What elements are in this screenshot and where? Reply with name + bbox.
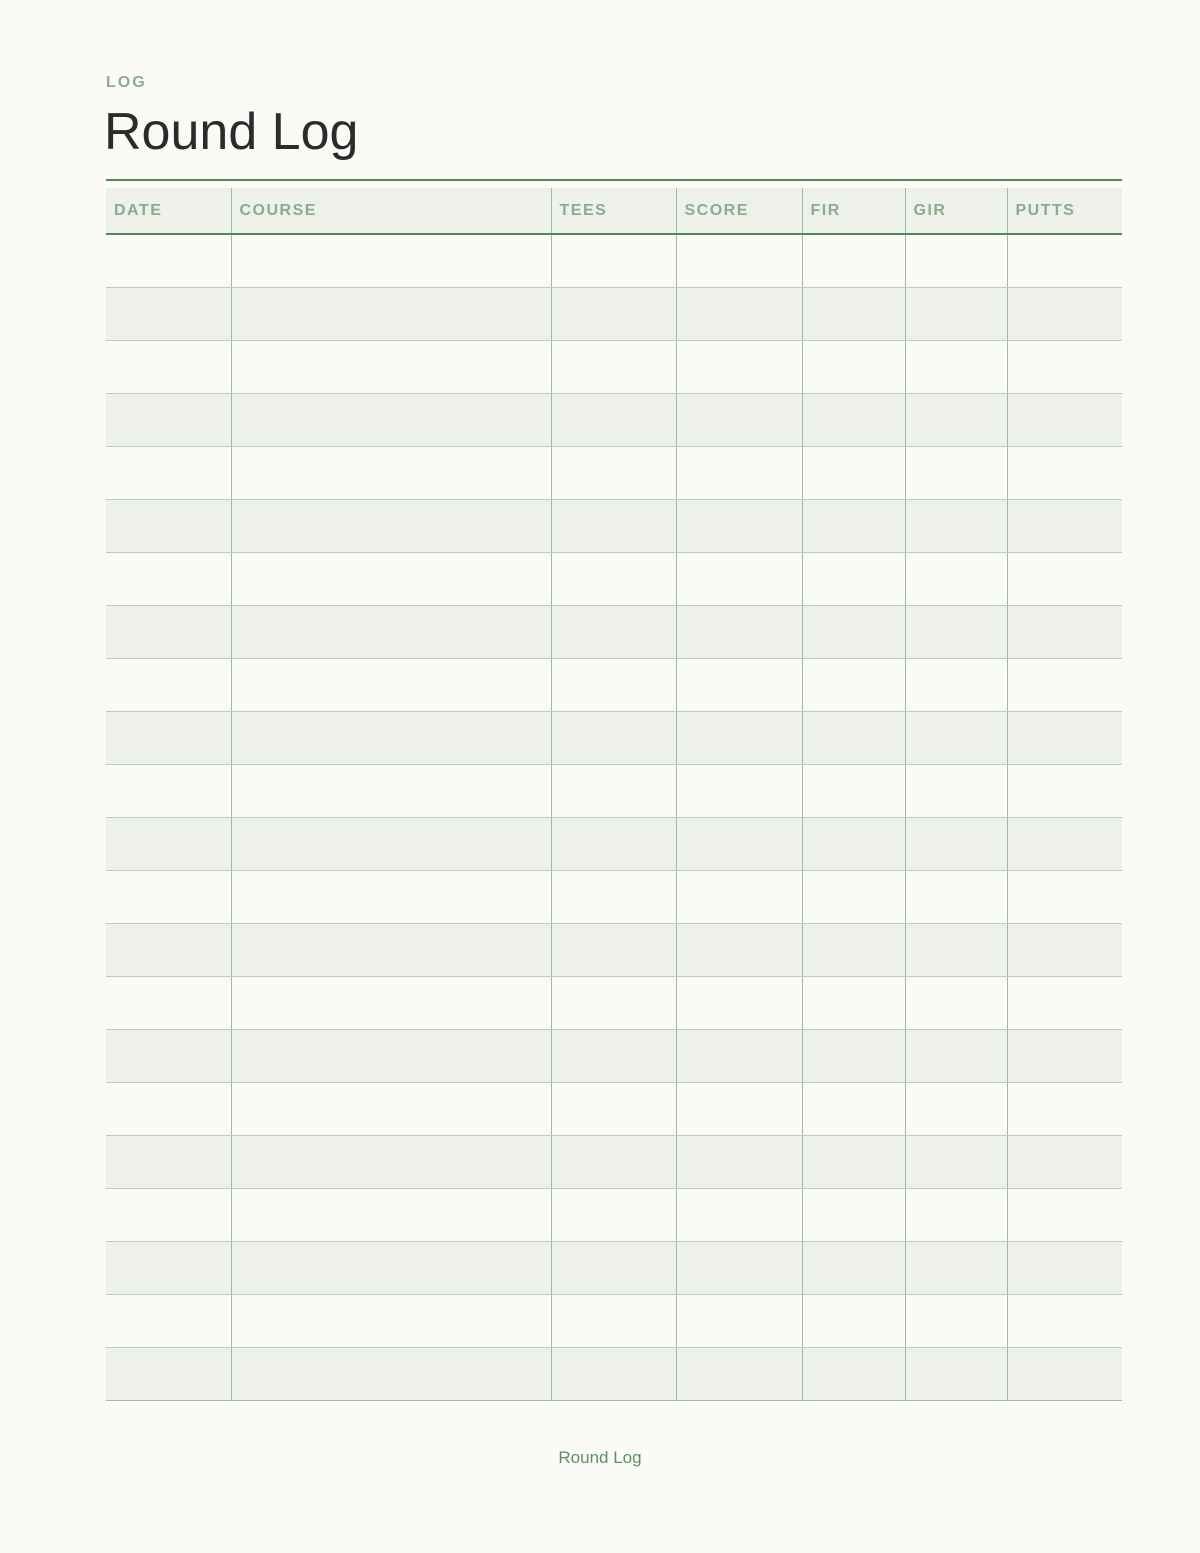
cell-course[interactable] — [231, 1347, 551, 1400]
cell-date[interactable] — [106, 499, 231, 552]
table-row — [106, 870, 1122, 923]
cell-gir[interactable] — [905, 552, 1007, 605]
cell-course[interactable] — [231, 287, 551, 340]
cell-putts[interactable] — [1007, 1241, 1122, 1294]
cell-tees[interactable] — [551, 870, 676, 923]
column-header-tees: TEES — [551, 188, 676, 234]
cell-gir[interactable] — [905, 1082, 1007, 1135]
cell-date[interactable] — [106, 393, 231, 446]
cell-date[interactable] — [106, 1241, 231, 1294]
cell-course[interactable] — [231, 605, 551, 658]
cell-fir[interactable] — [802, 1347, 905, 1400]
cell-score[interactable] — [676, 1347, 802, 1400]
cell-date[interactable] — [106, 1294, 231, 1347]
cell-fir[interactable] — [802, 340, 905, 393]
cell-date[interactable] — [106, 605, 231, 658]
cell-score[interactable] — [676, 1029, 802, 1082]
cell-putts[interactable] — [1007, 287, 1122, 340]
cell-putts[interactable] — [1007, 1082, 1122, 1135]
cell-fir[interactable] — [802, 287, 905, 340]
cell-fir[interactable] — [802, 552, 905, 605]
cell-gir[interactable] — [905, 1347, 1007, 1400]
page-eyebrow: LOG — [106, 74, 147, 91]
cell-fir[interactable] — [802, 1082, 905, 1135]
cell-course[interactable] — [231, 499, 551, 552]
table-row — [106, 1188, 1122, 1241]
cell-putts[interactable] — [1007, 552, 1122, 605]
column-header-score: SCORE — [676, 188, 802, 234]
cell-score[interactable] — [676, 1135, 802, 1188]
cell-score[interactable] — [676, 446, 802, 499]
cell-score[interactable] — [676, 764, 802, 817]
cell-putts[interactable] — [1007, 870, 1122, 923]
cell-tees[interactable] — [551, 552, 676, 605]
cell-fir[interactable] — [802, 923, 905, 976]
cell-gir[interactable] — [905, 1241, 1007, 1294]
cell-gir[interactable] — [905, 499, 1007, 552]
cell-gir[interactable] — [905, 1294, 1007, 1347]
column-header-gir: GIR — [905, 188, 1007, 234]
cell-tees[interactable] — [551, 976, 676, 1029]
cell-score[interactable] — [676, 552, 802, 605]
cell-tees[interactable] — [551, 764, 676, 817]
cell-gir[interactable] — [905, 234, 1007, 287]
cell-fir[interactable] — [802, 1135, 905, 1188]
table-row — [106, 446, 1122, 499]
cell-date[interactable] — [106, 1135, 231, 1188]
cell-score[interactable] — [676, 393, 802, 446]
table-row — [106, 605, 1122, 658]
cell-date[interactable] — [106, 287, 231, 340]
cell-date[interactable] — [106, 234, 231, 287]
cell-score[interactable] — [676, 287, 802, 340]
table-row — [106, 1241, 1122, 1294]
cell-putts[interactable] — [1007, 393, 1122, 446]
table-row — [106, 817, 1122, 870]
cell-putts[interactable] — [1007, 499, 1122, 552]
table-body — [106, 234, 1122, 1400]
cell-tees[interactable] — [551, 711, 676, 764]
cell-score[interactable] — [676, 499, 802, 552]
cell-gir[interactable] — [905, 446, 1007, 499]
cell-putts[interactable] — [1007, 976, 1122, 1029]
table-row — [106, 1082, 1122, 1135]
cell-score[interactable] — [676, 1188, 802, 1241]
table-row — [106, 711, 1122, 764]
cell-score[interactable] — [676, 658, 802, 711]
table-row — [106, 234, 1122, 287]
cell-date[interactable] — [106, 764, 231, 817]
table-row — [106, 287, 1122, 340]
cell-course[interactable] — [231, 817, 551, 870]
cell-score[interactable] — [676, 870, 802, 923]
cell-fir[interactable] — [802, 605, 905, 658]
cell-putts[interactable] — [1007, 446, 1122, 499]
cell-date[interactable] — [106, 711, 231, 764]
cell-course[interactable] — [231, 1241, 551, 1294]
table-header-row — [106, 188, 1122, 234]
cell-score[interactable] — [676, 234, 802, 287]
cell-tees[interactable] — [551, 393, 676, 446]
cell-score[interactable] — [676, 817, 802, 870]
table-row — [106, 1347, 1122, 1400]
cell-date[interactable] — [106, 817, 231, 870]
cell-course[interactable] — [231, 446, 551, 499]
cell-gir[interactable] — [905, 1029, 1007, 1082]
cell-date[interactable] — [106, 976, 231, 1029]
cell-tees[interactable] — [551, 1135, 676, 1188]
cell-tees[interactable] — [551, 234, 676, 287]
cell-putts[interactable] — [1007, 605, 1122, 658]
table-row — [106, 1135, 1122, 1188]
cell-fir[interactable] — [802, 1029, 905, 1082]
cell-score[interactable] — [676, 605, 802, 658]
cell-tees[interactable] — [551, 658, 676, 711]
cell-score[interactable] — [676, 923, 802, 976]
table-row — [106, 976, 1122, 1029]
cell-course[interactable] — [231, 234, 551, 287]
cell-course[interactable] — [231, 711, 551, 764]
cell-course[interactable] — [231, 1082, 551, 1135]
cell-gir[interactable] — [905, 923, 1007, 976]
page-title: Round Log — [104, 103, 359, 161]
title-divider — [106, 179, 1122, 181]
cell-putts[interactable] — [1007, 1029, 1122, 1082]
cell-course[interactable] — [231, 1188, 551, 1241]
cell-putts[interactable] — [1007, 764, 1122, 817]
cell-gir[interactable] — [905, 393, 1007, 446]
cell-course[interactable] — [231, 1135, 551, 1188]
cell-score[interactable] — [676, 1241, 802, 1294]
cell-gir[interactable] — [905, 1135, 1007, 1188]
cell-fir[interactable] — [802, 393, 905, 446]
cell-putts[interactable] — [1007, 658, 1122, 711]
cell-fir[interactable] — [802, 658, 905, 711]
cell-course[interactable] — [231, 923, 551, 976]
cell-tees[interactable] — [551, 1082, 676, 1135]
cell-date[interactable] — [106, 1029, 231, 1082]
cell-fir[interactable] — [802, 446, 905, 499]
cell-date[interactable] — [106, 1347, 231, 1400]
table-row — [106, 340, 1122, 393]
cell-fir[interactable] — [802, 870, 905, 923]
table-row — [106, 393, 1122, 446]
table-row — [106, 1029, 1122, 1082]
cell-tees[interactable] — [551, 499, 676, 552]
cell-tees[interactable] — [551, 1029, 676, 1082]
cell-date[interactable] — [106, 1082, 231, 1135]
cell-fir[interactable] — [802, 764, 905, 817]
cell-putts[interactable] — [1007, 1188, 1122, 1241]
cell-tees[interactable] — [551, 1241, 676, 1294]
cell-tees[interactable] — [551, 287, 676, 340]
cell-putts[interactable] — [1007, 817, 1122, 870]
cell-date[interactable] — [106, 340, 231, 393]
cell-fir[interactable] — [802, 976, 905, 1029]
column-header-course: COURSE — [231, 188, 551, 234]
cell-tees[interactable] — [551, 340, 676, 393]
cell-score[interactable] — [676, 1082, 802, 1135]
column-header-putts: PUTTS — [1007, 188, 1122, 234]
cell-tees[interactable] — [551, 1347, 676, 1400]
cell-gir[interactable] — [905, 605, 1007, 658]
column-header-fir: FIR — [802, 188, 905, 234]
table-row — [106, 552, 1122, 605]
cell-course[interactable] — [231, 552, 551, 605]
cell-fir[interactable] — [802, 711, 905, 764]
table-row — [106, 764, 1122, 817]
cell-course[interactable] — [231, 976, 551, 1029]
cell-tees[interactable] — [551, 446, 676, 499]
cell-gir[interactable] — [905, 711, 1007, 764]
column-header-date: DATE — [106, 188, 231, 234]
cell-gir[interactable] — [905, 340, 1007, 393]
cell-putts[interactable] — [1007, 923, 1122, 976]
cell-gir[interactable] — [905, 658, 1007, 711]
cell-putts[interactable] — [1007, 711, 1122, 764]
cell-gir[interactable] — [905, 817, 1007, 870]
cell-date[interactable] — [106, 552, 231, 605]
cell-tees[interactable] — [551, 1294, 676, 1347]
table-row — [106, 658, 1122, 711]
cell-putts[interactable] — [1007, 1347, 1122, 1400]
page-footer: Round Log — [558, 1448, 642, 1467]
cell-fir[interactable] — [802, 499, 905, 552]
cell-putts[interactable] — [1007, 1294, 1122, 1347]
cell-fir[interactable] — [802, 1188, 905, 1241]
cell-score[interactable] — [676, 976, 802, 1029]
cell-fir[interactable] — [802, 1294, 905, 1347]
cell-fir[interactable] — [802, 817, 905, 870]
cell-course[interactable] — [231, 1294, 551, 1347]
cell-course[interactable] — [231, 1029, 551, 1082]
cell-gir[interactable] — [905, 976, 1007, 1029]
cell-gir[interactable] — [905, 287, 1007, 340]
cell-date[interactable] — [106, 923, 231, 976]
cell-gir[interactable] — [905, 870, 1007, 923]
cell-putts[interactable] — [1007, 1135, 1122, 1188]
cell-course[interactable] — [231, 658, 551, 711]
cell-score[interactable] — [676, 1294, 802, 1347]
table-row — [106, 1294, 1122, 1347]
cell-gir[interactable] — [905, 764, 1007, 817]
cell-course[interactable] — [231, 340, 551, 393]
cell-date[interactable] — [106, 870, 231, 923]
cell-score[interactable] — [676, 340, 802, 393]
cell-fir[interactable] — [802, 234, 905, 287]
cell-putts[interactable] — [1007, 234, 1122, 287]
cell-course[interactable] — [231, 764, 551, 817]
cell-course[interactable] — [231, 870, 551, 923]
cell-tees[interactable] — [551, 1188, 676, 1241]
cell-date[interactable] — [106, 446, 231, 499]
cell-date[interactable] — [106, 1188, 231, 1241]
cell-tees[interactable] — [551, 923, 676, 976]
cell-date[interactable] — [106, 658, 231, 711]
cell-course[interactable] — [231, 393, 551, 446]
cell-fir[interactable] — [802, 1241, 905, 1294]
cell-score[interactable] — [676, 711, 802, 764]
cell-tees[interactable] — [551, 605, 676, 658]
cell-putts[interactable] — [1007, 340, 1122, 393]
round-log-table — [106, 188, 1122, 1401]
table-row — [106, 499, 1122, 552]
cell-tees[interactable] — [551, 817, 676, 870]
table-row — [106, 923, 1122, 976]
cell-gir[interactable] — [905, 1188, 1007, 1241]
